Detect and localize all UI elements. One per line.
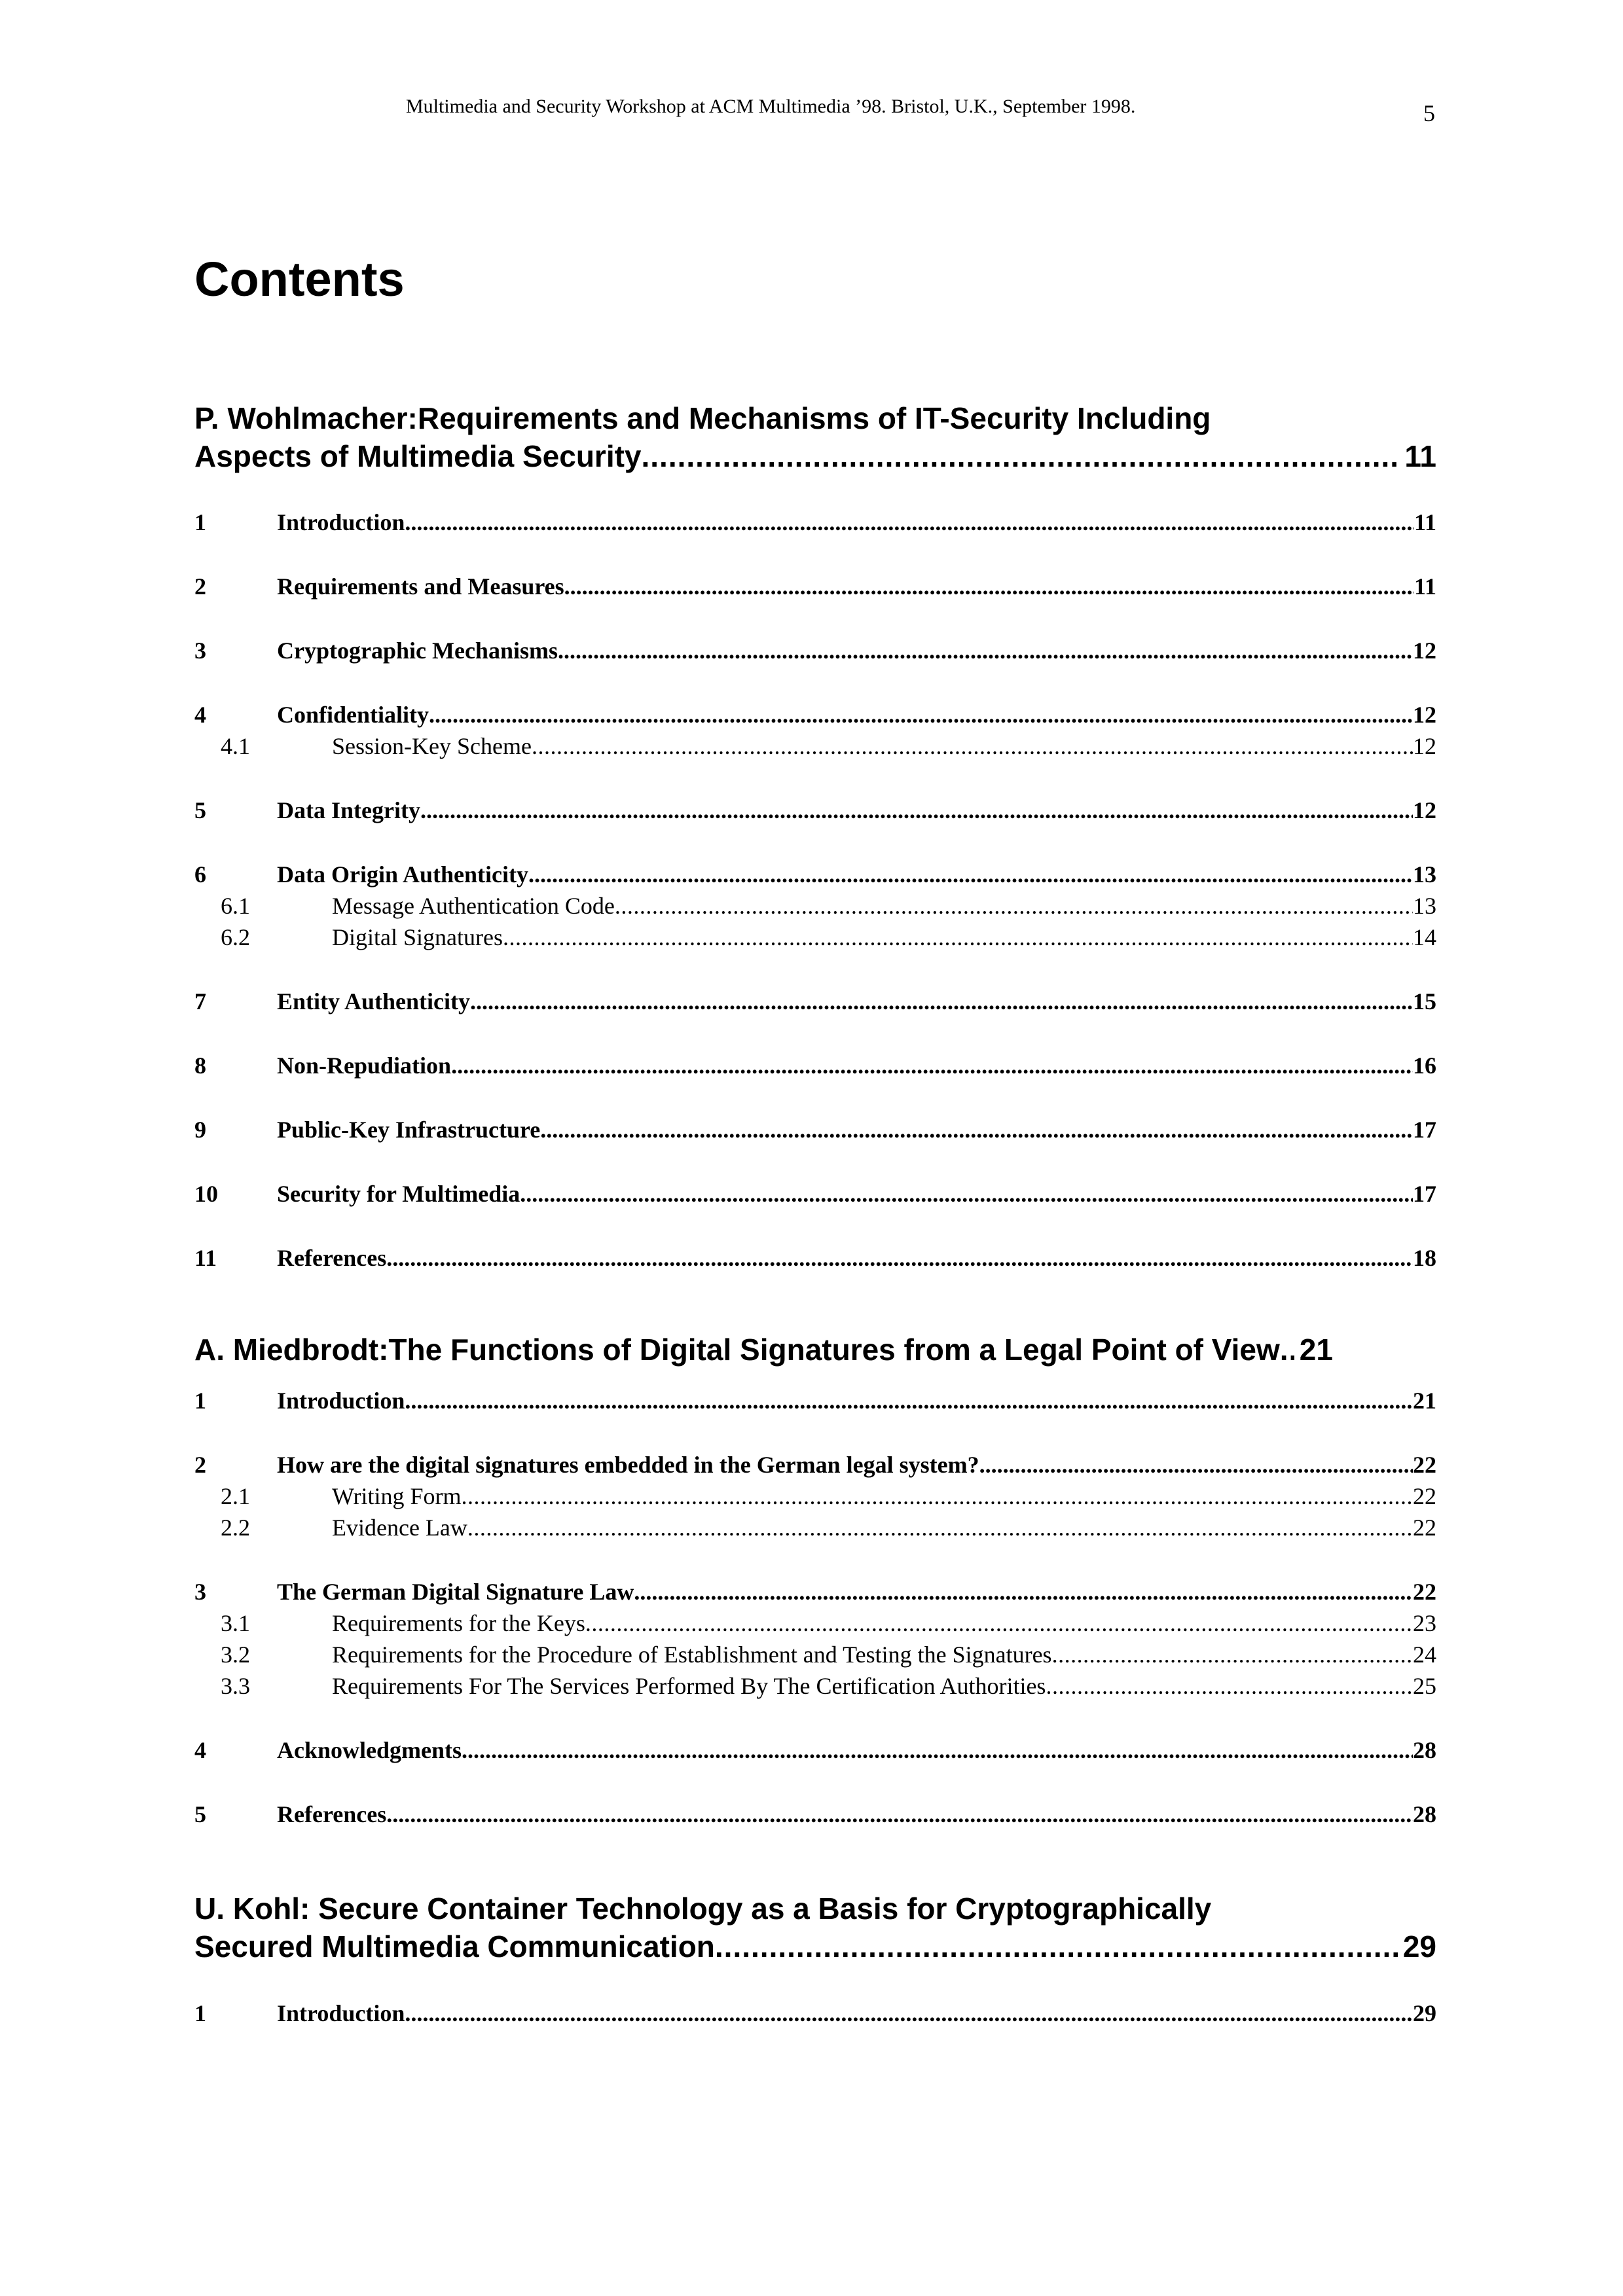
paper-title-miedbrodt[interactable] [194,1331,1436,1369]
leader-dots [642,437,1400,475]
section-number: 5 [194,797,206,823]
subsection-number: 2.1 [221,1483,250,1509]
toc-entry[interactable] [194,508,1436,537]
subsection-title: Requirements For The Services Performed By The Certification Authorities [332,1673,1046,1699]
section-number: 1 [194,1388,206,1414]
section-number: 9 [194,1117,206,1143]
paper-title-text: Aspects of Multimedia Security [194,439,642,473]
toc-entry[interactable] [194,1386,1436,1415]
subsection-title: Writing Form [332,1483,462,1509]
leader-dots [979,1450,1413,1479]
subsection-number: 3.2 [221,1641,250,1668]
section-page-number: 11 [1413,509,1436,535]
section-page-number: 17 [1413,1117,1436,1143]
section-number: 4 [194,1737,206,1763]
section-title: Non-Repudiation [277,1052,452,1079]
leader-dots [467,1513,1413,1542]
section-page-number: 12 [1413,702,1436,728]
leader-dots [420,796,1413,825]
subsection-title: Requirements for the Procedure of Establishment and Testing the Signatures [332,1641,1052,1668]
leader-dots [429,700,1413,729]
toc-entry[interactable] [194,1115,1436,1144]
toc-entry[interactable] [194,636,1436,665]
section-number: 1 [194,509,206,535]
section-title: Introduction [277,509,405,535]
section-page-number: 13 [1413,861,1436,888]
section-title: References [277,1801,387,1827]
leader-dots [558,636,1413,665]
subsection-page-number: 13 [1413,893,1436,919]
toc-subentry[interactable] [194,1513,1436,1542]
toc-entry[interactable] [194,1999,1436,2028]
subsection-page-number: 23 [1413,1610,1436,1636]
leader-dots [615,891,1413,920]
section-title: Public-Key Infrastructure [277,1117,541,1143]
section-number: 8 [194,1052,206,1079]
section-page-number: 12 [1413,797,1436,823]
paper-page-number: 29 [1402,1929,1436,1964]
paper-title-text: A. Miedbrodt:The Functions of Digital Signatures from a Legal Point of View [194,1333,1280,1367]
section-title: Data Origin Authenticity [277,861,528,888]
section-page-number: 21 [1413,1388,1436,1414]
paper-page-number: 21 [1299,1333,1333,1367]
section-number: 2 [194,1452,206,1478]
toc-entry[interactable] [194,1244,1436,1272]
leader-dots [503,923,1413,952]
leader-dots [528,860,1413,889]
section-page-number: 22 [1413,1579,1436,1605]
section-number: 6 [194,861,206,888]
toc-entry[interactable] [194,1736,1436,1765]
subsection-page-number: 24 [1413,1641,1436,1668]
leader-dots [405,508,1414,537]
paper-title-text: Secured Multimedia Communication [194,1929,715,1964]
toc-subentry[interactable] [194,1482,1436,1511]
leader-dots [585,1609,1413,1638]
section-page-number: 16 [1413,1052,1436,1079]
section-number: 2 [194,573,206,600]
toc-entry[interactable] [194,860,1436,889]
section-page-number: 28 [1413,1801,1436,1827]
running-title: Multimedia and Security Workshop at ACM Multimedia ’98. Bristol, U.K., September 1998. [406,96,1136,117]
section-title: Entity Authenticity [277,988,471,1014]
leader-dots [532,732,1413,761]
page-title: Contents [194,252,405,306]
subsection-title: Session-Key Scheme [332,733,532,759]
subsection-title: Evidence Law [332,1515,467,1541]
subsection-title: Digital Signatures [332,924,503,950]
paper-page-number: 11 [1404,439,1436,473]
section-page-number: 17 [1413,1181,1436,1207]
subsection-number: 4.1 [221,733,250,759]
subsection-page-number: 14 [1413,924,1436,950]
section-title: Acknowledgments [277,1737,462,1763]
section-number: 3 [194,637,206,664]
leader-dots [520,1179,1413,1208]
toc-entry[interactable] [194,1051,1436,1080]
section-title: References [277,1245,387,1271]
section-number: 3 [194,1579,206,1605]
leader-dots [564,572,1414,601]
leader-dots [1280,1331,1294,1369]
section-page-number: 11 [1413,573,1436,600]
section-title: How are the digital signatures embedded in the German legal system? [277,1452,979,1478]
toc-subentry[interactable] [194,1640,1436,1669]
section-title: Requirements and Measures [277,573,564,600]
section-page-number: 18 [1413,1245,1436,1271]
toc-entry[interactable] [194,796,1436,825]
subsection-page-number: 22 [1413,1483,1436,1509]
section-title: Data Integrity [277,797,420,823]
paper-title-wohlmacher[interactable] [194,399,1436,475]
toc-entry[interactable] [194,1577,1436,1606]
toc-entry[interactable] [194,572,1436,601]
leader-dots [470,987,1413,1016]
toc-entry[interactable] [194,1179,1436,1208]
section-page-number: 22 [1413,1452,1436,1478]
paper-title-kohl[interactable] [194,1890,1436,1965]
toc-subentry[interactable] [194,923,1436,952]
section-number: 1 [194,2000,206,2026]
leader-dots [386,1244,1413,1272]
subsection-number: 3.3 [221,1673,250,1699]
paper-title-text: U. Kohl: Secure Container Technology as a Basis for Cryptographically [194,1892,1212,1926]
subsection-page-number: 25 [1413,1673,1436,1699]
subsection-page-number: 22 [1413,1515,1436,1541]
paper-title-text: P. Wohlmacher:Requirements and Mechanisms of IT-Security Including [194,401,1211,435]
toc-subentry[interactable] [194,1609,1436,1638]
subsection-title: Message Authentication Code [332,893,615,919]
leader-dots [540,1115,1413,1144]
section-title: Confidentiality [277,702,429,728]
subsection-number: 3.1 [221,1610,250,1636]
section-title: Security for Multimedia [277,1181,520,1207]
section-page-number: 12 [1413,637,1436,664]
section-number: 11 [194,1245,217,1271]
leader-dots [405,1386,1413,1415]
page-number: 5 [1423,100,1435,126]
toc-entry[interactable] [194,700,1436,729]
section-number: 10 [194,1181,218,1207]
leader-dots [1046,1672,1413,1700]
section-title: Cryptographic Mechanisms [277,637,558,664]
section-page-number: 15 [1413,988,1436,1014]
section-page-number: 28 [1413,1737,1436,1763]
section-number: 4 [194,702,206,728]
leader-dots [451,1051,1413,1080]
toc-entry[interactable] [194,987,1436,1016]
section-number: 7 [194,988,206,1014]
toc-entry[interactable] [194,1450,1436,1479]
subsection-number: 6.1 [221,893,250,919]
toc-subentry[interactable] [194,732,1436,761]
subsection-title: Requirements for the Keys [332,1610,585,1636]
leader-dots [634,1577,1413,1606]
leader-dots [715,1928,1398,1965]
toc-entry[interactable] [194,1800,1436,1829]
leader-dots [462,1736,1413,1765]
subsection-number: 6.2 [221,924,250,950]
leader-dots [1052,1640,1413,1669]
leader-dots [386,1800,1413,1829]
section-title: Introduction [277,1388,405,1414]
section-title: The German Digital Signature Law [277,1579,634,1605]
subsection-number: 2.2 [221,1515,250,1541]
subsection-page-number: 12 [1413,733,1436,759]
section-page-number: 29 [1413,2000,1436,2026]
leader-dots [405,1999,1413,2028]
section-title: Introduction [277,2000,405,2026]
section-number: 5 [194,1801,206,1827]
toc-subentry[interactable] [194,891,1436,920]
toc-subentry[interactable] [194,1672,1436,1700]
leader-dots [462,1482,1413,1511]
